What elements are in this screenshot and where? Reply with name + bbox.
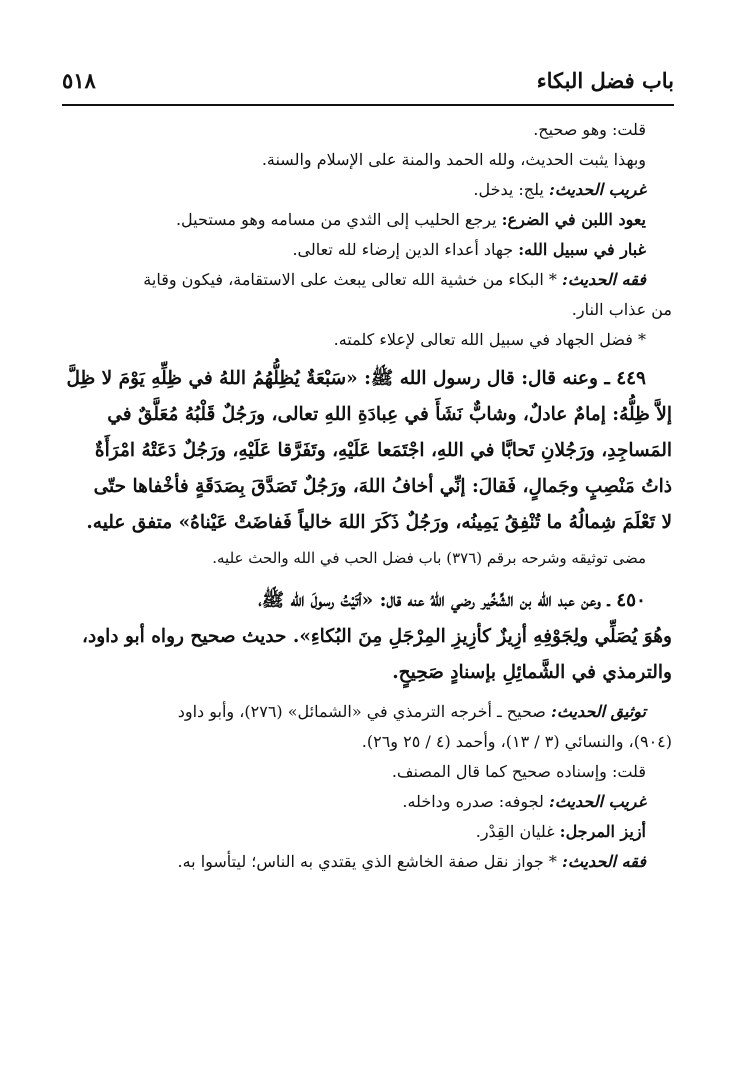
text-line: يعود اللبن في الضرع: يرجع الحليب إلى الثدي من مسامه وهو مستحيل.: [175, 210, 646, 229]
page-body: [62, 115, 672, 877]
hadith-line: وهُوَ يُصَلِّي ولِجَوْفِهِ أزِيزٌ كأزِيزِ المِرْجَلِ مِنَ البُكاءِ». حديث صحيح رواه أبو داود،: [81, 625, 672, 647]
chapter-title: باب فضل البكاء: [536, 68, 674, 93]
text-line: من عذاب النار.: [571, 300, 672, 319]
hadith-450: [62, 583, 672, 691]
text-line: غريب الحديث: يلج: يدخل.: [473, 180, 646, 199]
text-line: فقه الحديث: * جواز نقل صفة الخاشع الذي يقتدي به الناس؛ ليتأسوا به.: [177, 851, 646, 871]
hadith-line: ٤٤٩ ـ وعنه قال: قال رسول الله ﷺ: «سَبْعَةٌ يُظِلُّهُمُ اللهُ في ظِلِّهِ يَوْمَ لا ظِلَّ: [66, 368, 646, 389]
text-line: غبار في سبيل الله: جهاد أعداء الدين إرضاء لله تعالى.: [292, 240, 646, 259]
term-label: غبار في سبيل الله:: [518, 240, 646, 259]
hadith-line: والترمذي في الشَّمائِلِ بإسنادٍ صَحِيحٍ.: [392, 661, 672, 683]
hadith-line: إلاَّ ظِلُّهُ: إمامٌ عادلٌ، وشابٌّ نَشَأَ في عِبادَةِ اللهِ تعالى، ورَجُلٌ قَلْبُهُ مُعَلَّقٌ في: [107, 404, 672, 425]
text-line: أزيز المرجل: غليان القِدْر.: [475, 821, 646, 841]
page-header: [62, 62, 674, 102]
text-line: قلت: وهو صحيح.: [533, 120, 646, 139]
hadith-line: ذاتُ مَنْصِبٍ وجَمالٍ، فَقالَ: إنِّي أخافُ اللهَ، ورَجُلٌ تَصَدَّقَ بِصَدَقَةٍ فأخْفاها حتّى: [93, 476, 672, 497]
section-label: فقه الحديث:: [561, 851, 646, 871]
section-label: فقه الحديث:: [561, 270, 646, 289]
hadith-line: ٤٥٠ ـ وعن عبد الله بن الشِّخِّير رضي اللهُ عنه قال: «أتَيْتُ رسولَ الله ﷺ،: [258, 589, 646, 611]
hadith-line: المَساجِدِ، ورَجُلانِ تَحابَّا في اللهِ، اجْتَمَعا عَلَيْهِ، وتَفَرَّقا عَلَيْهِ، ورَجُلٌ دَعَتْهُ امْرَأَةٌ: [94, 440, 672, 461]
hadith-note: مضى توثيقه وشرحه برقم (٣٧٦) باب فضل الحب في الله والحث عليه.: [212, 549, 646, 567]
text-line: توثيق الحديث: صحيح ـ أخرجه الترمذي في «الشمائل» (٢٧٦)، وأبو داود: [177, 701, 646, 721]
text-line: * فضل الجهاد في سبيل الله تعالى لإعلاء كلمته.: [333, 330, 646, 349]
section-label: توثيق الحديث:: [550, 701, 646, 721]
page-number: ٥١٨: [62, 68, 96, 93]
text-line: فقه الحديث: * البكاء من خشية الله تعالى يبعث على الاستقامة، فيكون وقاية: [143, 270, 646, 289]
text-line: (٩٠٤)، والنسائي (٣ / ١٣)، وأحمد (٤ / ٢٥ و٢٦).: [361, 731, 672, 751]
term-label: أزيز المرجل:: [559, 821, 646, 841]
header-rule: [62, 104, 674, 106]
hadith-449: [62, 361, 672, 541]
text-line: قلت: وإسناده صحيح كما قال المصنف.: [391, 761, 646, 781]
hadith-line: لا تَعْلَمَ شِمالُهُ ما تُنْفِقُ يَمِينُه، ورَجُلٌ ذَكَرَ اللهَ خالياً فَفاضَتْ عَيْناهُ» متفق عليه.: [86, 512, 672, 533]
term-label: يعود اللبن في الضرع:: [501, 210, 646, 229]
text-line: غريب الحديث: لجوفه: صدره وداخله.: [402, 791, 646, 811]
section-label: غريب الحديث:: [548, 180, 646, 199]
section-label: غريب الحديث:: [548, 791, 646, 811]
text-line: وبهذا يثبت الحديث، ولله الحمد والمنة على الإسلام والسنة.: [261, 150, 646, 169]
